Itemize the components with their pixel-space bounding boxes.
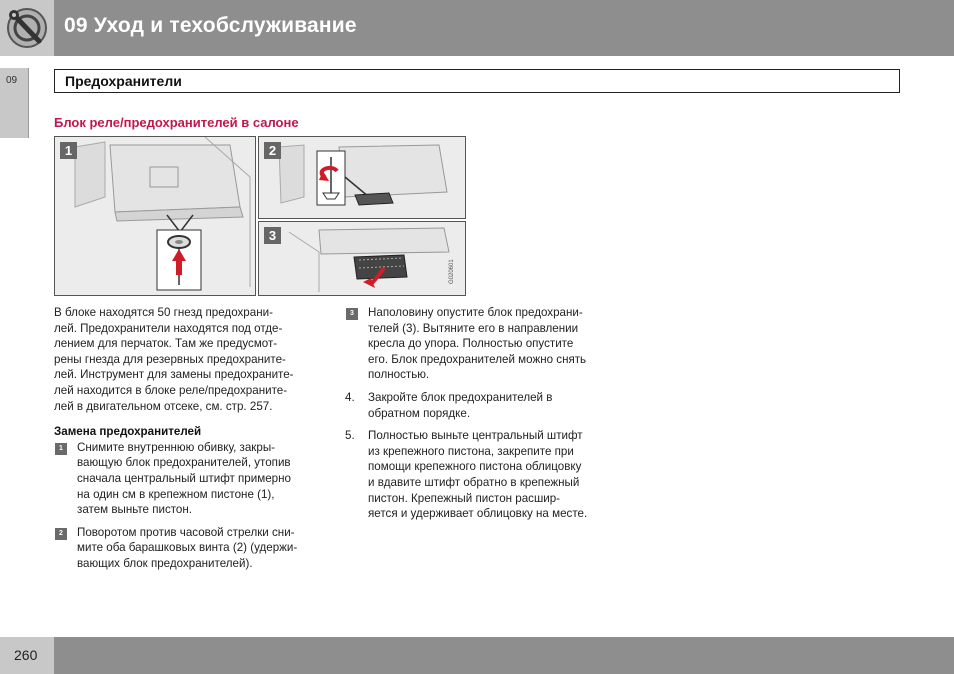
step-2: [54, 525, 329, 572]
step-text: Наполовину опустите блок предохрани- телей (3). Вытяните его в направлении кресла до упора. Полностью опустите его. Блок предохранителей можно снять полностью.: [368, 306, 587, 382]
section-heading-box: [54, 69, 900, 93]
step-text: Закройте блок предохранителей в обратном порядке.: [368, 390, 553, 420]
chapter-header: [0, 0, 954, 56]
section-title: Предохранители: [65, 73, 182, 89]
chapter-tab-number: 09: [6, 75, 18, 86]
figure-3-fuse-block: [258, 221, 466, 296]
step-1: [54, 440, 329, 518]
step-text: Снимите внутреннюю обивку, закры- вающую блок предохранителей, утопив сначала центральный штифт примерно на один см в крепежном пистоне (1), затем выньте пистон.: [77, 440, 291, 517]
step-text: Поворотом против часовой стрелки сни- мите оба барашковых винта (2) (удержи- вающих блок предохранителей).: [77, 525, 298, 570]
wrench-gear-icon: [0, 0, 54, 56]
step-4: [345, 390, 625, 421]
figure-badge: 1: [60, 142, 77, 159]
chapter-tab: [0, 68, 29, 138]
step-text: Полностью выньте центральный штифт из крепежного пистона, закрепите при помощи крепежного пистона облицовку и вдавите штифт обратно в крепежный пистон. Крепежный пистон расшир- яется и удерживает облицовку на месте.: [368, 429, 588, 521]
subsection-title: Блок реле/предохранителей в салоне: [54, 115, 299, 130]
fuse-block-illustration: [259, 222, 465, 295]
procedure-heading: Замена предохранителей: [54, 425, 202, 439]
page-number: 260: [14, 647, 38, 663]
glovebox-illustration: [55, 137, 255, 295]
step-number: 5.: [345, 429, 355, 443]
figure-1-glovebox: [54, 136, 256, 296]
page-footer: [0, 637, 954, 674]
figure-badge: 3: [264, 227, 281, 244]
page-number-box: [0, 637, 54, 674]
intro-paragraph: В блоке находятся 50 гнезд предохрани- лей. Предохранители находятся под отде- лением для перчаток. Там же предусмот- рены гнезда для резервных предохраните- лей. Инструмент для замены предохраните- лей находится в блоке реле/предохраните- лей в двигательном отсеке, см. стр. 257.: [54, 306, 294, 413]
step-badge: 2: [55, 528, 67, 540]
right-column: [345, 305, 625, 522]
figure-badge: 2: [264, 142, 281, 159]
thumbscrew-illustration: [259, 137, 465, 218]
step-5: [345, 428, 625, 522]
figure-code: G020601: [449, 259, 455, 284]
step-badge: 3: [346, 308, 358, 320]
step-badge: 1: [55, 443, 67, 455]
step-3: [345, 305, 625, 383]
left-column: [54, 305, 329, 572]
figure-2-thumbscrews: [258, 136, 466, 219]
chapter-title: 09 Уход и техобслуживание: [64, 14, 357, 37]
step-number: 4.: [345, 390, 355, 404]
